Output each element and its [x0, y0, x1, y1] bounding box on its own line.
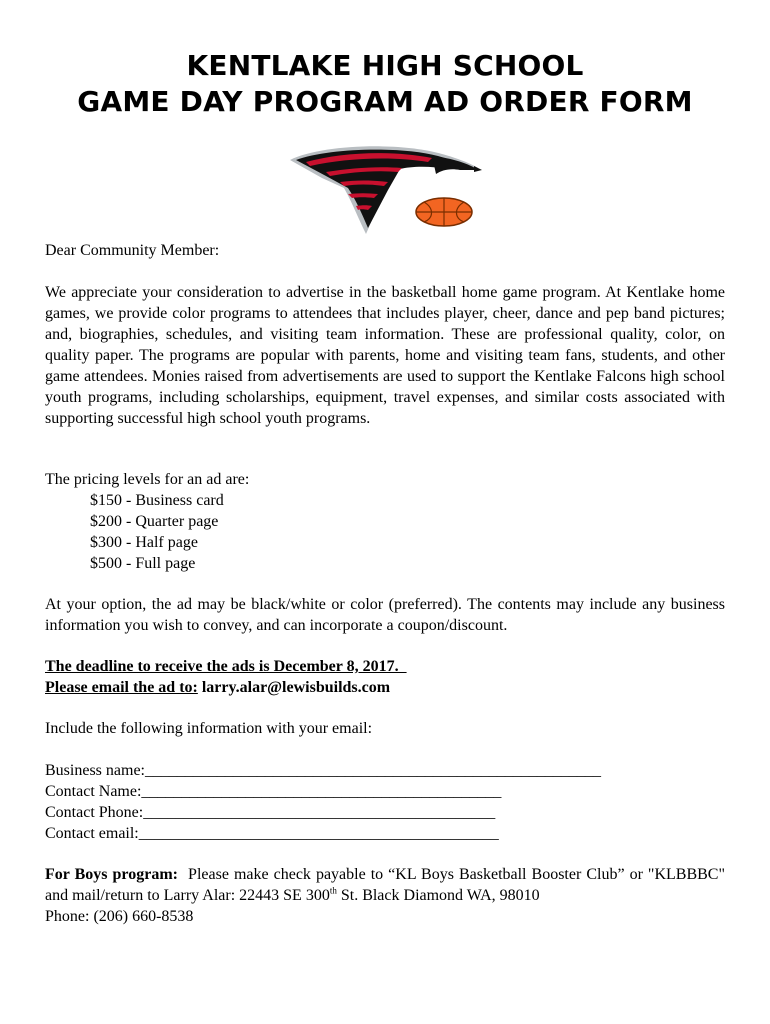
pricing-item: $500 - Full page [90, 555, 196, 572]
email-address[interactable]: larry.alar@lewisbuilds.com [201, 679, 391, 696]
email-line [45, 677, 725, 698]
pricing-item: $300 - Half page [90, 534, 198, 551]
boys-program-paragraph [45, 864, 729, 927]
include-text: Include the following information with your email: [45, 720, 373, 737]
contact-phone-field[interactable]: Contact Phone:____________________________________________ [45, 804, 496, 821]
boys-program-label: For Boys program: [45, 866, 178, 883]
logo-basketball-seam [416, 198, 472, 226]
pricing-item: $150 - Business card [90, 492, 224, 509]
greeting: Dear Community Member: [45, 242, 220, 259]
pricing-list [45, 490, 770, 574]
form-title: GAME DAY PROGRAM AD ORDER FORM [77, 85, 693, 118]
intro-paragraph: We appreciate your consideration to advertise in the basketball home game program. At Kentlake home games, we provide color programs to attendees that includes player, cheer, dance and pep band pictures; and, biographies, schedules, and visiting team information. These are professional quality, color, on quality paper. The programs are popular with parents, home and visiting team fans, students, and other game attendees. Monies raised from advertisements are used to support the Kentlake Falcons high school youth programs, including scholarships, equipment, travel expenses, and similar costs associated with supporting successful high school youth programs. [45, 284, 725, 427]
boys-program-text: Please make check payable to “KL Boys Basketball Booster Club” or "KLBBBC" and mail/return to Larry Alar: 22443 SE 300 [45, 866, 729, 904]
ordinal-suffix: th [329, 885, 337, 896]
pricing-item: $200 - Quarter page [90, 513, 219, 530]
info-fields [45, 760, 725, 844]
email-label: Please email the ad to: [45, 679, 198, 696]
school-title: KENTLAKE HIGH SCHOOL [186, 49, 584, 82]
option-paragraph: At your option, the ad may be black/white or color (preferred). The contents may include any business information you wish to convey, and can incorporate a coupon/discount. [45, 596, 725, 634]
pricing-heading: The pricing levels for an ad are: [45, 471, 250, 488]
logo-falcon-beak [474, 166, 482, 172]
contact-phone-number: Phone: (206) 660-8538 [45, 908, 194, 925]
contact-name-field[interactable]: Contact Name:_____________________________________________ [45, 783, 502, 800]
deadline-block [45, 656, 725, 698]
business-name-field[interactable]: Business name:_________________________________________________________ [45, 762, 601, 779]
deadline-text: The deadline to receive the ads is December 8, 2017. [45, 658, 407, 675]
contact-email-field[interactable]: Contact email:_____________________________________________ [45, 825, 499, 842]
boys-program-address-end: St. Black Diamond WA, 98010 [336, 887, 540, 904]
falcon-basketball-logo-icon [282, 138, 482, 238]
